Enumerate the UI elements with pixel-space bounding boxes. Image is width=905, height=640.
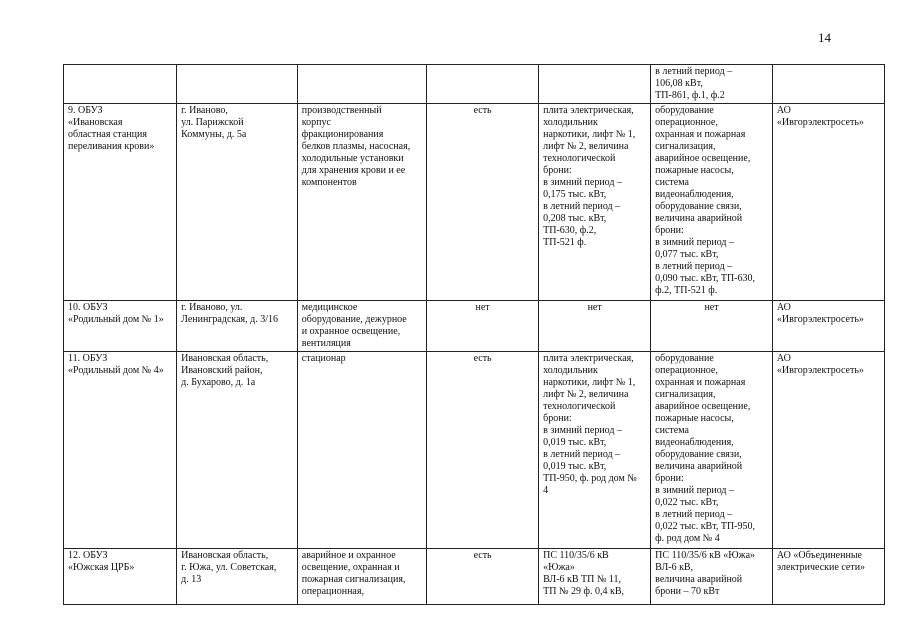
cell-supplier: АО «Ивгорэлектросеть» — [772, 352, 884, 549]
cell-consumers: медицинское оборудование, дежурное и охранное освещение, вентиляция — [297, 301, 426, 352]
table-row — [64, 104, 885, 301]
table-row-continuation — [64, 65, 885, 104]
cell-empty — [297, 65, 426, 104]
cell-address: Ивановская область, Ивановский район, д. Бухарово, д. 1а — [177, 352, 298, 549]
cell-emergency-reserve: оборудование операционное, охранная и пожарная сигнализация, аварийное освещение, пожарные насосы, система видеонаблюдения, оборудование связи, величина аварийной брони: в зимний период – 0,077 тыс. кВт, в летний период – 0,090 тыс. кВт, ТП-630, ф.2, ТП-521 ф. — [651, 104, 773, 301]
cell-organization: 10. ОБУЗ «Родильный дом № 1» — [64, 301, 177, 352]
cell-empty — [772, 65, 884, 104]
page-number: 14 — [818, 30, 831, 45]
cell-supplier: АО «Ивгорэлектросеть» — [772, 104, 884, 301]
cell-technological-reserve: ПС 110/35/6 кВ «Южа» ВЛ-6 кВ ТП № 11, ТП № 29 ф. 0,4 кВ, — [539, 549, 651, 605]
cell-supplier: АО «Ивгорэлектросеть» — [772, 301, 884, 352]
table-row — [64, 549, 885, 605]
cell-empty — [427, 65, 539, 104]
cell-address: г. Иваново, ул. Ленинградская, д. 3/16 — [177, 301, 298, 352]
cell-emergency-reserve: оборудование операционное, охранная и пожарная сигнализация, аварийное освещение, пожарные насосы, система видеонаблюдения, оборудование связи, величина аварийной брони: в зимний период – 0,022 тыс. кВт, в летний период – 0,022 тыс. кВт, ТП-950, ф. род дом № 4 — [651, 352, 773, 549]
cell-empty — [64, 65, 177, 104]
cell-empty — [539, 65, 651, 104]
power-supply-table — [63, 64, 885, 605]
cell-consumers: производственный корпус фракционирования белков плазмы, насосная, холодильные установки для хранения крови и ее компонентов — [297, 104, 426, 301]
table-row — [64, 301, 885, 352]
cell-consumers: аварийное и охранное освещение, охранная и пожарная сигнализация, операционная, — [297, 549, 426, 605]
cell-organization: 9. ОБУЗ «Ивановская областная станция переливания крови» — [64, 104, 177, 301]
cell-technological-reserve: плита электрическая, холодильник наркотики, лифт № 1, лифт № 2, величина технологической брони: в зимний период – 0,019 тыс. кВт, в летний период – 0,019 тыс. кВт, ТП-950, ф. род дом № 4 — [539, 352, 651, 549]
cell-emergency-continued: в летний период – 106,08 кВт, ТП-861, ф.1, ф.2 — [651, 65, 773, 104]
cell-empty — [177, 65, 298, 104]
table-row — [64, 352, 885, 549]
cell-technological-reserve: плита электрическая, холодильник наркотики, лифт № 1, лифт № 2, величина технологической брони: в зимний период – 0,175 тыс. кВт, в летний период – 0,208 тыс. кВт, ТП-630, ф.2, ТП-521 ф. — [539, 104, 651, 301]
cell-technological-reserve: нет — [539, 301, 651, 352]
cell-supplier: АО «Объединенные электрические сети» — [772, 549, 884, 605]
cell-organization: 11. ОБУЗ «Родильный дом № 4» — [64, 352, 177, 549]
cell-emergency-reserve: ПС 110/35/6 кВ «Южа» ВЛ-6 кВ, величина аварийной брони – 70 кВт — [651, 549, 773, 605]
cell-availability: есть — [427, 104, 539, 301]
cell-address: г. Иваново, ул. Парижской Коммуны, д. 5а — [177, 104, 298, 301]
cell-consumers: стационар — [297, 352, 426, 549]
cell-organization: 12. ОБУЗ «Южская ЦРБ» — [64, 549, 177, 605]
cell-availability: нет — [427, 301, 539, 352]
cell-address: Ивановская область, г. Южа, ул. Советская, д. 13 — [177, 549, 298, 605]
cell-availability: есть — [427, 352, 539, 549]
cell-emergency-reserve: нет — [651, 301, 773, 352]
cell-availability: есть — [427, 549, 539, 605]
